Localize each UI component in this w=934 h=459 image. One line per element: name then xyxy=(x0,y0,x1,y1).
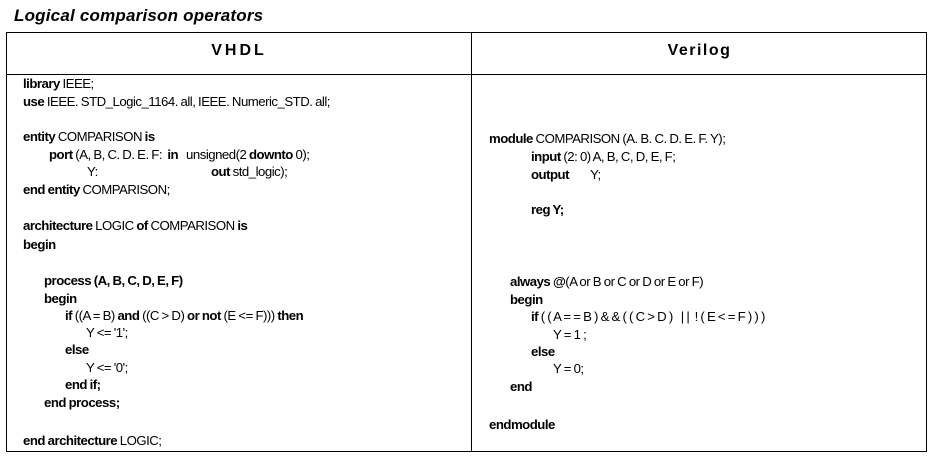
vhdl-code-line xyxy=(23,433,161,449)
vhdl-code-line xyxy=(44,395,120,411)
verilog-code-line xyxy=(531,202,564,218)
code-text: Y = 0; xyxy=(553,361,584,376)
code-keyword: end xyxy=(510,379,532,394)
code-text: COMPARISON (A. B. C. D. E. F. Y); xyxy=(532,131,726,146)
code-keyword: module xyxy=(489,131,533,146)
header-divider xyxy=(7,74,926,75)
verilog-code-line xyxy=(489,417,555,433)
verilog-code-line xyxy=(553,327,586,343)
code-keyword: endmodule xyxy=(489,417,555,432)
page-title: Logical comparison operators xyxy=(14,6,264,25)
code-keyword: end if; xyxy=(65,377,101,392)
vhdl-code-line xyxy=(44,291,77,307)
code-text: COMPARISON; xyxy=(79,182,170,197)
column-divider xyxy=(471,33,472,451)
code-keyword: then xyxy=(277,308,304,323)
code-text: Y = 1 ; xyxy=(553,327,587,342)
code-text: (2: 0) A, B, C, D, E, F; xyxy=(560,149,676,164)
code-text: Y; xyxy=(569,167,601,182)
verilog-code-line xyxy=(510,379,532,395)
verilog-code-line xyxy=(510,292,543,308)
vhdl-code-line xyxy=(86,360,128,376)
code-text: Y <= '0'; xyxy=(86,360,128,375)
code-keyword: entity xyxy=(23,129,56,144)
code-keyword: reg Y; xyxy=(531,202,564,217)
code-text: LOGIC; xyxy=(117,433,162,448)
vhdl-code-line xyxy=(44,273,183,289)
verilog-code-line xyxy=(510,274,703,290)
verilog-code-line xyxy=(531,344,555,360)
vhdl-code-line xyxy=(23,182,170,198)
vhdl-code-line xyxy=(87,164,98,180)
code-keyword: is xyxy=(144,129,155,144)
code-text: COMPARISON xyxy=(55,129,145,144)
code-keyword: begin xyxy=(510,292,543,307)
code-text: ((C > D) xyxy=(139,308,188,323)
code-keyword: else xyxy=(65,342,89,357)
code-keyword: begin xyxy=(44,291,77,306)
code-keyword: output xyxy=(531,167,570,182)
code-keyword: end entity xyxy=(23,182,80,197)
code-keyword: in xyxy=(167,147,179,162)
code-text: COMPARISON xyxy=(147,218,238,233)
vhdl-code-line xyxy=(23,218,247,234)
code-keyword: input xyxy=(531,149,561,164)
code-keyword: out xyxy=(211,164,231,179)
verilog-column-header: Verilog xyxy=(667,42,732,59)
code-text: ((A = B) xyxy=(72,308,118,323)
code-keyword: or not xyxy=(187,308,221,323)
code-text: std_logic); xyxy=(230,164,288,179)
code-keyword: use xyxy=(23,94,45,109)
verilog-code-line xyxy=(489,131,725,147)
verilog-code-line xyxy=(531,149,675,165)
code-keyword: architecture xyxy=(23,218,93,233)
vhdl-code-line xyxy=(49,147,309,163)
vhdl-code-line xyxy=(23,237,56,253)
code-keyword: @ xyxy=(552,274,566,289)
code-text: ( ( A = = B ) & & ( ( C > D ) | | ! ( E < = F ) ) ) xyxy=(538,309,765,324)
code-keyword: end architecture xyxy=(23,433,118,448)
vhdl-code-line xyxy=(211,164,287,180)
vhdl-code-line xyxy=(23,94,330,110)
code-text: Y <= '1'; xyxy=(86,325,128,340)
code-keyword: of xyxy=(136,218,148,233)
code-text: unsigned(2 xyxy=(178,147,249,162)
code-keyword: if xyxy=(65,308,73,323)
code-keyword: is xyxy=(237,218,248,233)
comparison-table xyxy=(6,32,927,452)
code-keyword: process (A, B, C, D, E, F) xyxy=(44,273,183,288)
vhdl-code-line xyxy=(65,308,303,324)
code-keyword: begin xyxy=(23,237,56,252)
code-keyword: downto xyxy=(248,147,293,162)
code-keyword: port xyxy=(49,147,73,162)
code-text: 0); xyxy=(292,147,310,162)
vhdl-code-line xyxy=(23,76,94,92)
code-keyword: else xyxy=(531,344,555,359)
code-keyword: always xyxy=(510,274,551,289)
code-text: LOGIC xyxy=(92,218,137,233)
code-text: IEEE; xyxy=(59,76,94,91)
verilog-code-line xyxy=(531,167,601,183)
vhdl-code-line xyxy=(86,325,128,341)
vhdl-code-line xyxy=(65,342,89,358)
vhdl-column-header: VHDL xyxy=(211,42,267,59)
code-keyword: if xyxy=(531,309,539,324)
code-text: (A, B, C. D. E. F: xyxy=(72,147,168,162)
code-keyword: library xyxy=(23,76,60,91)
code-text: (A or B or C or D or E or F) xyxy=(565,274,704,289)
verilog-code-line xyxy=(531,309,765,325)
code-text: Y: xyxy=(87,164,98,179)
vhdl-code-line xyxy=(23,129,155,145)
vhdl-code-line xyxy=(65,377,101,393)
code-text: (E <= F))) xyxy=(220,308,278,323)
verilog-code-line xyxy=(553,361,584,377)
code-keyword: and xyxy=(117,308,140,323)
code-keyword: end process; xyxy=(44,395,120,410)
code-text: IEEE. STD_Logic_1164. all, IEEE. Numeric_STD. all; xyxy=(44,94,330,109)
